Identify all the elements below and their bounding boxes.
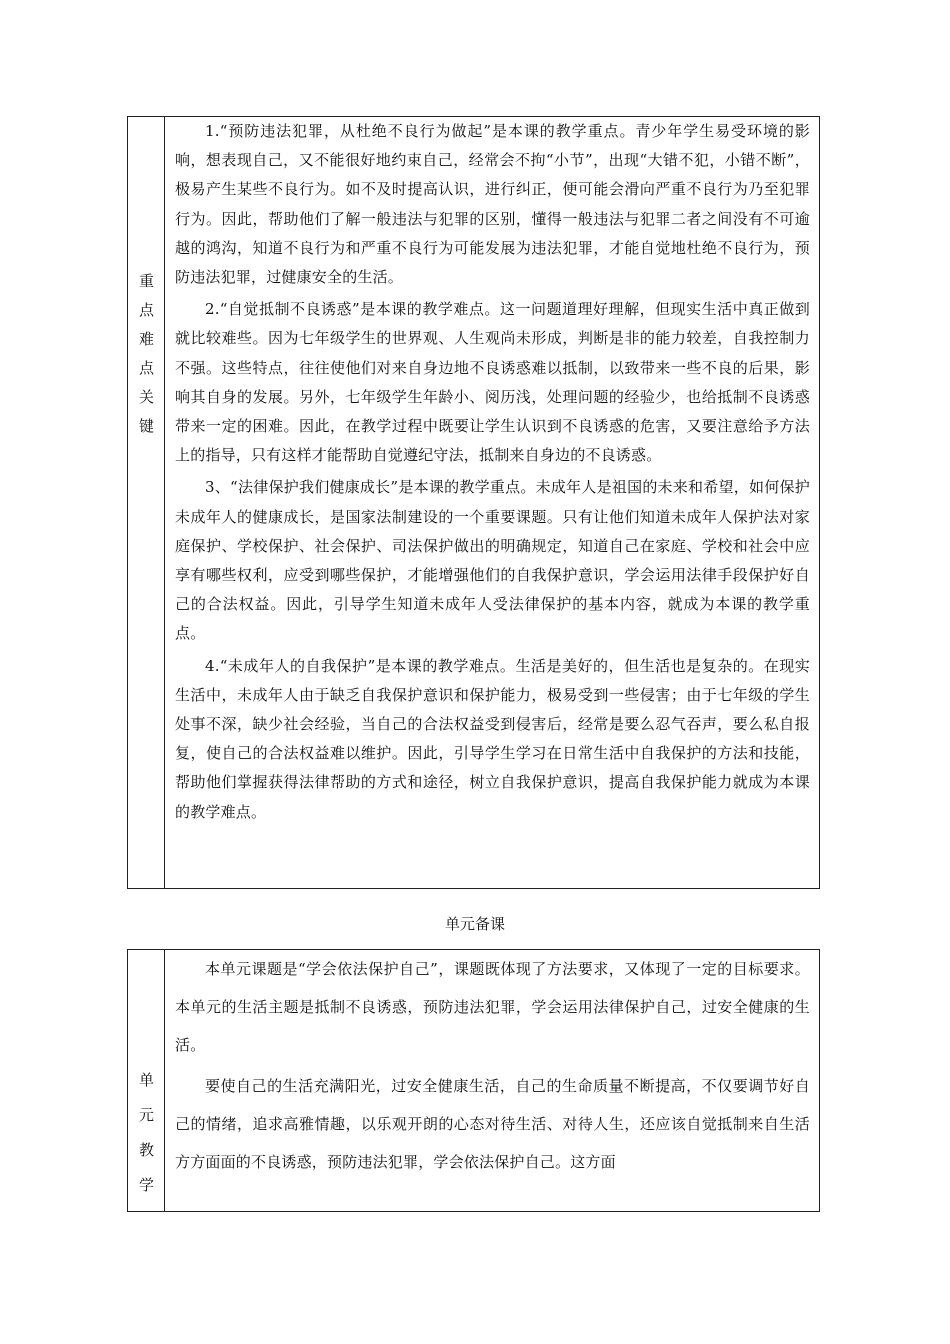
- row-label-key-difficult-points: [128, 267, 165, 441]
- unit-teaching-table: [127, 949, 820, 1212]
- label-char: 点: [138, 359, 154, 377]
- key-difficult-points-table: [127, 116, 820, 889]
- paragraph-point-3: 3、“法律保护我们健康成长”是本课的教学重点。未成年人是祖国的未来和希望，如何保护未成年人的健康成长，是国家法制建设的一个重要课题。只有让他们知道未成年人保护法对家庭保护、学校保护、社会保护、司法保护做出的明确规定，知道自己在家庭、学校和社会中应享有哪些权利，应受到哪些保护，才能增强他们的自我保护意识，学会运用法律手段保护好自己的合法权益。因此，引导学生知道未成年人受法律保护的基本内容，就成为本课的教学重点。: [175, 478, 810, 643]
- paragraph-unit-1: 本单元课题是“学会依法保护自己”，课题既体现了方法要求，又体现了一定的目标要求。本单元的生活主题是抵制不良诱惑，预防违法犯罪，学会运用法律保护自己，过安全健康的生活。: [175, 960, 810, 1054]
- label-char: 点: [138, 301, 154, 319]
- label-char: 教: [138, 1141, 154, 1159]
- label-char: 元: [138, 1106, 154, 1124]
- row-label-unit-teaching: [128, 1063, 165, 1203]
- paragraph-point-1: 1.“预防违法犯罪，从杜绝不良行为做起”是本课的教学重点。青少年学生易受环境的影响，想表现自己，又不能很好地约束自己，经常会不拘“小节”，出现“大错不犯，小错不断”，极易产生某些不良行为。如不及时提高认识，进行纠正，便可能会滑向严重不良行为乃至犯罪行为。因此，帮助他们了解一般违法与犯罪的区别，懂得一般违法与犯罪二者之间没有不可逾越的鸿沟，知道不良行为和严重不良行为可能发展为违法犯罪，才能自觉地杜绝不良行为，预防违法犯罪，过健康安全的生活。: [175, 122, 810, 287]
- paragraph-unit-2: 要使自己的生活充满阳光，过安全健康生活，自己的生命质量不断提高，不仅要调节好自己的情绪，追求高雅情趣，以乐观开朗的心态对待生活、对待人生，还应该自觉抵制来自生活方方面面的不良诱惑，预防违法犯罪，学会依法保护自己。这方面: [175, 1077, 810, 1171]
- label-char: 重: [138, 272, 154, 290]
- label-char: 学: [138, 1176, 154, 1194]
- label-char: 关: [138, 388, 154, 406]
- label-char: 难: [138, 330, 154, 348]
- content-cell: [165, 117, 819, 888]
- paragraph-point-2: 2.“自觉抵制不良诱惑”是本课的教学难点。这一问题道理好理解，但现实生活中真正做到就比较难些。因为七年级学生的世界观、人生观尚未形成，判断是非的能力较差，自我控制力不强。这些特点，往往使他们对来自身边地不良诱惑难以抵制，以致带来一些不良的后果，影响其自身的发展。另外，七年级学生年龄小、阅历浅，处理问题的经验少，也给抵制不良诱惑带来一定的困难。因此，在教学过程中既要让学生认识到不良诱惑的危害，又要注意给予方法上的指导，只有这样才能帮助自觉遵纪守法，抵制来自身边的不良诱惑。: [175, 300, 810, 465]
- label-char: 键: [138, 417, 154, 435]
- section-title: 单元备课: [444, 915, 505, 933]
- row-label-cell: [128, 117, 165, 888]
- label-char: 单: [138, 1071, 154, 1089]
- content-cell: [165, 950, 819, 1211]
- paragraph-point-4: 4.“未成年人的自我保护”是本课的教学难点。生活是美好的，但生活也是复杂的。在现实生活中，未成年人由于缺乏自我保护意识和保护能力，极易受到一些侵害；由于七年级的学生处事不深，缺少社会经验，当自己的合法权益受到侵害后，经常是要么忍气吞声，要么私自报复，使自己的合法权益难以维护。因此，引导学生学习在日常生活中自我保护的方法和技能，帮助他们掌握获得法律帮助的方式和途径，树立自我保护意识，提高自我保护能力就成为本课的教学难点。: [175, 656, 810, 821]
- row-label-cell: [128, 950, 165, 1211]
